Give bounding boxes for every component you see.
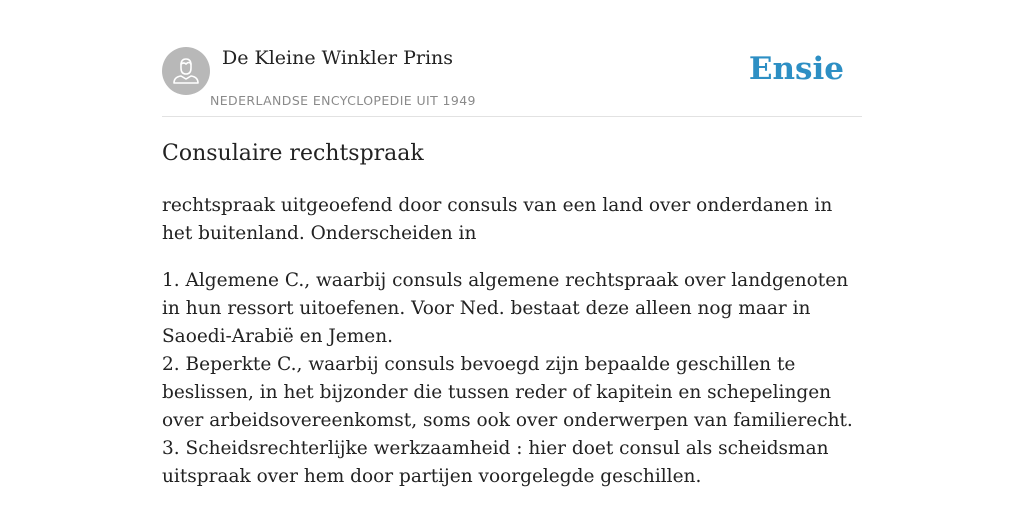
page [162,0,862,512]
avatar[interactable] [162,47,210,95]
source-subtitle: NEDERLANDSE ENCYCLOPEDIE UIT 1949 [210,93,476,108]
ensie-logo[interactable]: Ensie [748,51,844,87]
article-title: Consulaire rechtspraak [162,141,424,166]
source-title[interactable]: De Kleine Winkler Prins [222,47,454,69]
list-item: 3. Scheidsrechterlijke werkzaamheid : hier doet consul als scheidsman uitspraak over hem door partijen voorgelegde geschillen. [162,438,829,487]
article-item-list [162,267,862,491]
list-item: 2. Beperkte C., waarbij consuls bevoegd zijn bepaalde geschillen te beslissen, in het bijzonder die tussen reder of kapitein en schepelingen over arbeidsovereenkomst, soms ook over onderwerpen van familierecht. [162,354,853,431]
list-item: 1. Algemene C., waarbij consuls algemene rechtspraak over landgenoten in hun ressort uitoefenen. Voor Ned. bestaat deze alleen nog maar in Saoedi-Arabië en Jemen. [162,270,849,347]
user-silhouette-icon [162,47,210,95]
source-header [162,0,862,117]
article-intro: rechtspraak uitgeoefend door consuls van een land over onderdanen in het buitenland. Onderscheiden in [162,195,833,244]
